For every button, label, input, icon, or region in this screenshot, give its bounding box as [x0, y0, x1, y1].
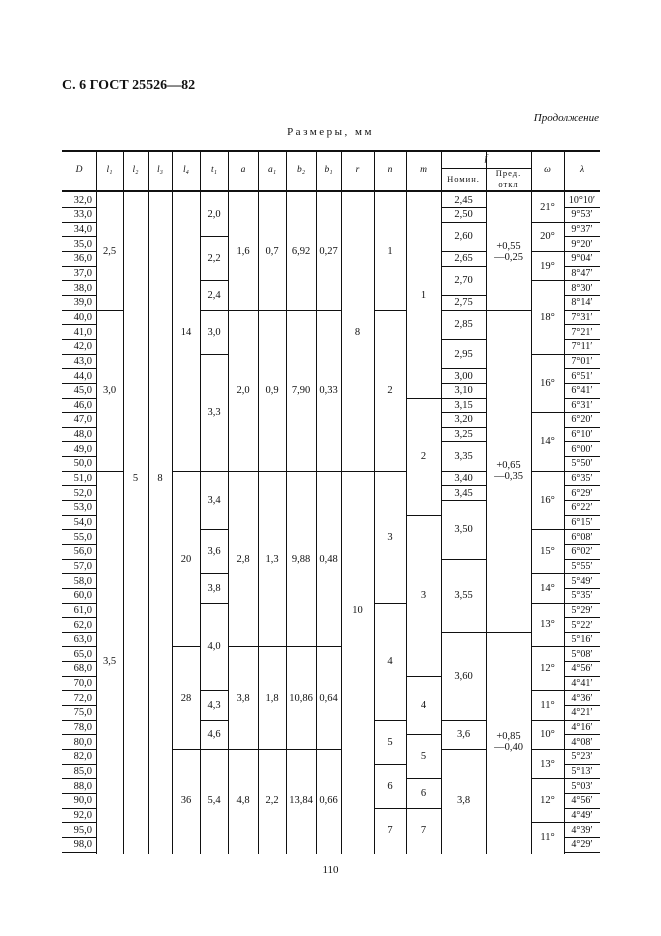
cell-lambda: 6°22′ [571, 502, 593, 514]
cell-lambda: 10°10′ [568, 194, 596, 206]
cell-n: 3 [387, 531, 393, 543]
cell-D: 75,0 [73, 707, 92, 719]
cell-f_dev: +0,65 —0,35 [494, 460, 523, 483]
cell-t1: 2,2 [207, 253, 221, 265]
cell-b1: 0,66 [319, 795, 338, 807]
cell-D: 44,0 [73, 370, 92, 382]
cell-lambda: 7°21′ [571, 326, 593, 338]
cell-m: 2 [420, 451, 427, 463]
cell-omega: 14° [540, 436, 555, 448]
cell-lambda: 6°08′ [571, 531, 593, 543]
cell-D: 63,0 [73, 634, 92, 646]
cell-a1: 2,2 [265, 795, 279, 807]
row-rule [62, 852, 96, 853]
cell-omega: 16° [540, 495, 555, 507]
cell-D: 85,0 [73, 765, 92, 777]
cell-a: 2,0 [236, 385, 250, 397]
cell-l1: 3,0 [102, 385, 117, 397]
cell-omega: 10° [540, 729, 555, 741]
cell-lambda: 5°49′ [571, 575, 593, 587]
cell-b1: 0,64 [319, 692, 338, 704]
cell-t1: 4,6 [207, 729, 221, 741]
cell-n: 6 [387, 780, 393, 792]
cell-D: 90,0 [73, 795, 92, 807]
cell-D: 45,0 [73, 385, 92, 397]
cell-a1: 1,8 [265, 692, 279, 704]
cell-n: 2 [387, 385, 393, 397]
cell-t1: 3,3 [207, 407, 221, 419]
cell-lambda: 4°39′ [571, 824, 593, 836]
cell-f_nom: 3,60 [454, 670, 473, 682]
group-rule [341, 471, 374, 472]
cell-lambda: 5°35′ [571, 590, 593, 602]
header-f-deviation: Пред. откл [495, 168, 522, 189]
cell-f_nom: 2,85 [454, 319, 473, 331]
cell-a1: 0,9 [265, 385, 279, 397]
cell-lambda: 9°04′ [571, 253, 593, 265]
cell-a: 2,8 [236, 553, 250, 565]
cell-b1: 0,48 [319, 553, 338, 565]
cell-t1: 4,3 [207, 700, 221, 712]
cell-b2: 13,84 [289, 795, 313, 807]
cell-m: 3 [420, 590, 427, 602]
cell-f_nom: 3,45 [454, 487, 473, 499]
cell-m: 4 [420, 700, 427, 712]
cell-m: 1 [420, 290, 427, 301]
cell-lambda: 9°37′ [571, 224, 593, 236]
cell-f_nom: 2,65 [454, 253, 473, 265]
cell-D: 39,0 [73, 297, 92, 309]
header-lambda: λ [579, 165, 585, 175]
cell-t1: 5,4 [207, 795, 221, 807]
header-a1: a₁ [267, 165, 277, 175]
cell-t1: 3,0 [207, 326, 221, 338]
header-l1: l₁ [106, 165, 113, 175]
table-header-rule [62, 190, 600, 192]
cell-D: 32,0 [73, 194, 92, 206]
cell-a: 1,6 [236, 246, 250, 258]
cell-t1: 3,4 [207, 495, 221, 507]
cell-D: 56,0 [73, 546, 92, 558]
cell-lambda: 9°20′ [571, 238, 593, 250]
cell-D: 34,0 [73, 224, 92, 236]
cell-f_nom: 3,55 [454, 590, 473, 602]
header-n: n [387, 165, 393, 175]
cell-lambda: 4°29′ [571, 839, 593, 851]
cell-lambda: 5°55′ [571, 560, 593, 572]
cell-lambda: 6°31′ [571, 399, 593, 411]
cell-lambda: 7°31′ [571, 311, 593, 323]
cell-D: 98,0 [73, 839, 92, 851]
document-header: С. 6 ГОСТ 25526—82 [62, 78, 196, 93]
cell-n: 7 [387, 824, 393, 836]
cell-lambda: 6°35′ [571, 473, 593, 485]
cell-lambda: 6°00′ [571, 443, 593, 455]
cell-lambda: 5°22′ [571, 619, 593, 631]
cell-f_nom: 3,40 [454, 473, 473, 485]
cell-lambda: 8°47′ [571, 268, 593, 280]
cell-f_nom: 3,20 [454, 414, 473, 426]
cell-D: 80,0 [73, 736, 92, 748]
header-l2: l₂ [132, 165, 139, 175]
cell-b2: 9,88 [291, 553, 311, 565]
cell-D: 65,0 [73, 648, 92, 660]
cell-lambda: 4°21′ [571, 707, 593, 719]
cell-f_dev: +0,55 —0,25 [494, 240, 523, 263]
cell-omega: 11° [540, 831, 555, 843]
cell-lambda: 7°11′ [571, 341, 593, 353]
cell-f_nom: 2,50 [454, 209, 473, 221]
cell-D: 52,0 [73, 487, 92, 499]
cell-D: 78,0 [73, 722, 92, 733]
cell-D: 51,0 [73, 473, 92, 485]
cell-omega: 21° [540, 202, 555, 214]
cell-f_nom: 3,6 [456, 729, 471, 741]
cell-D: 40,0 [73, 311, 92, 323]
cell-D: 41,0 [73, 326, 92, 338]
cell-l1: 2,5 [102, 246, 117, 258]
cell-f_nom: 2,95 [454, 348, 473, 360]
header-b1: b₁ [324, 165, 333, 175]
header-l3: l₃ [157, 165, 163, 175]
cell-D: 58,0 [73, 575, 92, 587]
cell-lambda: 6°15′ [571, 516, 593, 528]
cell-l4: 20 [180, 553, 192, 565]
cell-lambda: 6°10′ [571, 429, 593, 441]
cell-lambda: 4°08′ [571, 736, 593, 748]
cell-D: 82,0 [73, 751, 92, 763]
cell-lambda: 4°56′ [571, 663, 593, 675]
cell-f_nom: 3,00 [454, 370, 473, 382]
cell-D: 88,0 [73, 780, 92, 792]
cell-D: 49,0 [73, 443, 92, 455]
cell-D: 42,0 [73, 341, 92, 353]
cell-D: 54,0 [73, 516, 92, 528]
cell-D: 72,0 [73, 692, 92, 704]
cell-omega: 15° [540, 546, 555, 558]
cell-omega: 16° [540, 377, 555, 389]
cell-m: 7 [420, 824, 427, 836]
cell-D: 68,0 [73, 663, 92, 675]
cell-D: 47,0 [73, 414, 92, 426]
cell-r: 10 [352, 604, 363, 616]
cell-D: 43,0 [73, 355, 92, 367]
cell-b1: 0,27 [319, 246, 338, 258]
cell-lambda: 4°36′ [571, 692, 593, 704]
cell-lambda: 8°14′ [571, 297, 593, 309]
cell-f_nom: 3,25 [454, 429, 473, 441]
cell-omega: 13° [540, 619, 555, 631]
cell-omega: 20° [540, 231, 555, 243]
cell-D: 57,0 [73, 560, 92, 572]
cell-n: 1 [387, 246, 393, 258]
cell-lambda: 4°56′ [571, 795, 593, 807]
cell-l4: 28 [180, 692, 192, 704]
cell-D: 37,0 [73, 268, 92, 280]
cell-b1: 0,33 [319, 385, 338, 397]
cell-D: 70,0 [73, 678, 92, 690]
cell-D: 95,0 [73, 824, 92, 836]
cell-D: 53,0 [73, 502, 92, 514]
cell-f_nom: 2,70 [454, 275, 473, 287]
cell-lambda: 6°29′ [571, 487, 593, 499]
page-number: 110 [322, 864, 339, 876]
cell-l3: 8 [157, 473, 163, 485]
cell-D: 33,0 [73, 209, 92, 221]
cell-lambda: 4°49′ [571, 809, 593, 821]
cell-t1: 4,0 [207, 641, 221, 653]
header-a: a [240, 165, 246, 175]
cell-l2: 5 [132, 473, 139, 485]
cell-omega: 14° [540, 582, 555, 594]
cell-l1: 3,5 [102, 656, 117, 668]
header-r: r [355, 165, 360, 175]
cell-a: 3,8 [236, 692, 250, 704]
cell-f_nom: 3,50 [454, 524, 473, 536]
header-l4: l₄ [183, 165, 189, 175]
cell-lambda: 6°02′ [571, 546, 593, 558]
cell-f_nom: 3,8 [456, 795, 471, 807]
cell-lambda: 6°51′ [571, 370, 593, 382]
header-f-nominal: Номин. [447, 173, 480, 184]
cell-lambda: 5°23′ [571, 751, 593, 763]
cell-t1: 2,0 [207, 209, 221, 221]
header-D: D [75, 165, 83, 175]
cell-a: 4,8 [236, 795, 250, 807]
cell-a1: 1,3 [265, 553, 279, 565]
header-omega: ω [544, 165, 551, 175]
cell-l4: 14 [180, 326, 192, 338]
cell-m: 5 [420, 751, 427, 763]
cell-f_nom: 2,60 [454, 231, 473, 243]
cell-b2: 10,86 [289, 692, 313, 704]
header-m: m [420, 165, 427, 175]
cell-f_nom: 3,35 [454, 451, 473, 463]
header-t1: t₁ [211, 165, 217, 175]
cell-D: 55,0 [73, 531, 92, 543]
cell-n: 5 [387, 736, 393, 748]
cell-a1: 0,7 [265, 246, 279, 258]
cell-D: 60,0 [73, 590, 92, 602]
cell-D: 38,0 [73, 282, 92, 294]
cell-lambda: 6°20′ [571, 414, 593, 426]
cell-t1: 3,8 [207, 582, 221, 594]
cell-b2: 7,90 [291, 385, 311, 397]
cell-m: 6 [420, 787, 427, 799]
cell-lambda: 5°08′ [571, 648, 593, 660]
cell-D: 61,0 [73, 604, 92, 616]
cell-omega: 19° [540, 260, 555, 272]
cell-f_nom: 2,75 [454, 297, 473, 309]
cell-f_nom: 3,15 [454, 399, 473, 411]
cell-omega: 12° [540, 663, 555, 675]
column-rule [148, 150, 149, 854]
cell-t1: 2,4 [207, 290, 221, 301]
cell-lambda: 5°29′ [571, 604, 593, 616]
cell-t1: 3,6 [207, 546, 221, 558]
cell-lambda: 5°50′ [571, 458, 593, 470]
cell-D: 46,0 [73, 399, 92, 411]
cell-lambda: 8°30′ [571, 282, 593, 294]
cell-lambda: 6°41′ [571, 385, 593, 397]
cell-lambda: 4°41′ [571, 678, 593, 690]
cell-f_dev: +0,85 —0,40 [494, 731, 523, 754]
cell-D: 50,0 [73, 458, 92, 470]
cell-lambda: 5°16′ [571, 634, 593, 646]
cell-D: 92,0 [73, 809, 92, 821]
cell-r: 8 [354, 326, 361, 338]
cell-n: 4 [387, 656, 393, 668]
cell-omega: 18° [540, 311, 555, 323]
cell-omega: 12° [540, 795, 555, 807]
cell-D: 48,0 [73, 429, 92, 441]
cell-lambda: 9°53′ [571, 209, 593, 221]
column-rule [123, 150, 124, 854]
units-caption: Размеры, мм [287, 126, 374, 138]
cell-l4: 36 [180, 795, 192, 807]
cell-D: 62,0 [73, 619, 92, 631]
row-rule [564, 852, 600, 853]
cell-omega: 11° [540, 700, 555, 712]
cell-lambda: 4°16′ [571, 722, 593, 733]
cell-f_nom: 3,10 [454, 385, 473, 397]
cell-lambda: 7°01′ [571, 355, 593, 367]
continuation-label: Продолжение [533, 112, 599, 124]
cell-f_nom: 2,45 [454, 194, 473, 206]
cell-omega: 13° [540, 758, 555, 770]
header-b2: b₂ [296, 165, 306, 175]
cell-lambda: 5°13′ [571, 765, 593, 777]
cell-b2: 6,92 [291, 246, 311, 258]
cell-D: 35,0 [73, 238, 92, 250]
cell-D: 36,0 [73, 253, 92, 265]
cell-lambda: 5°03′ [571, 780, 593, 792]
